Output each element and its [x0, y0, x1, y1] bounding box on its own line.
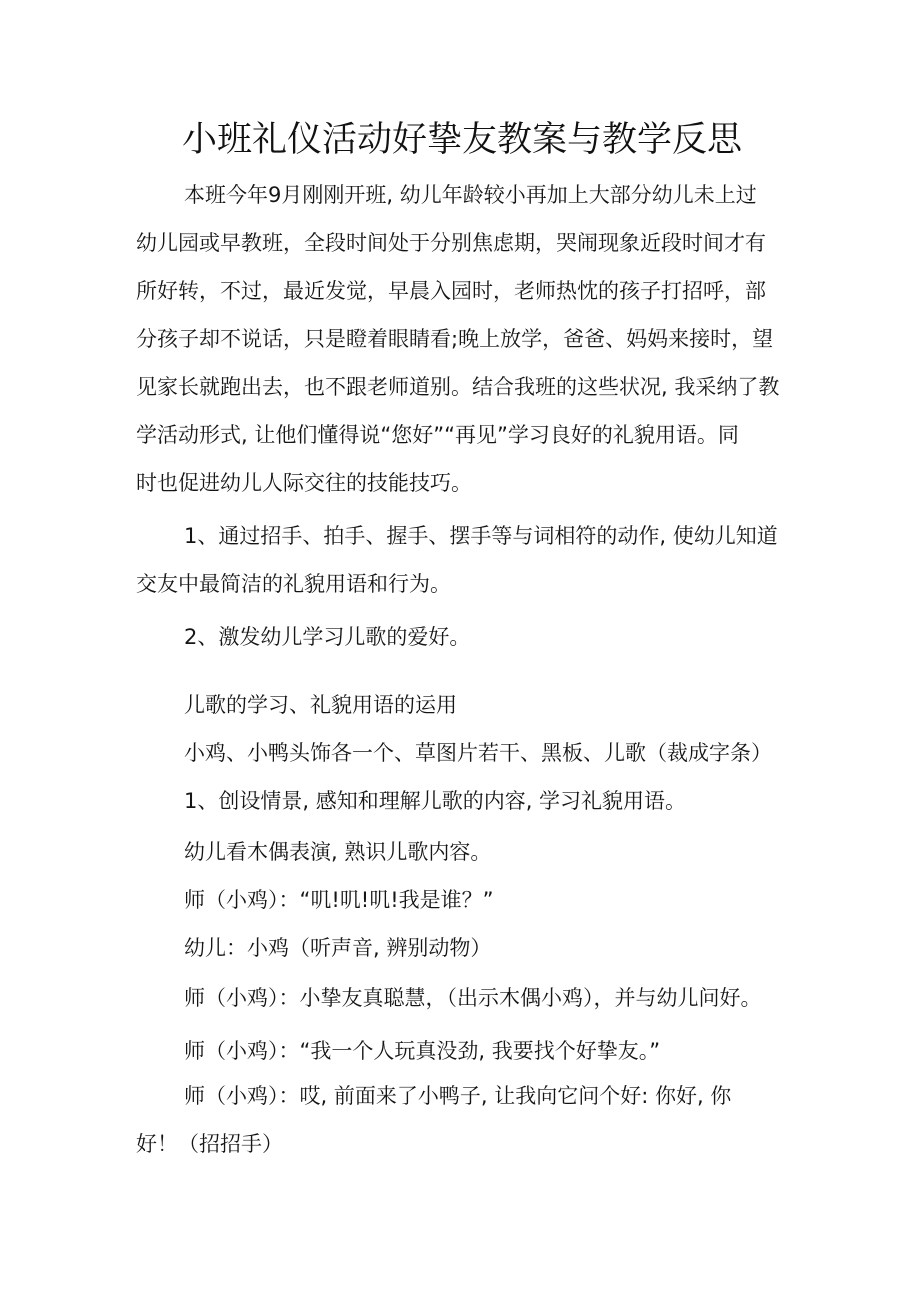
intro-line-3: 所好转，不过，最近发觉，早晨入园时，老师热忱的孩子打招呼，部: [136, 279, 766, 303]
materials: 小鸡、小鸭头饰各一个、草图片若干、黑板、儿歌（裁成字条）: [184, 741, 772, 765]
intro-line-1: 本班今年9月刚刚开班, 幼儿年龄较小再加上大部分幼儿未上过: [184, 183, 757, 207]
intro-line-4: 分孩子却不说话，只是瞪着眼睛看;晚上放学，爸爸、妈妈来接时，望: [136, 327, 774, 351]
step-1a: 幼儿看木偶表演, 熟识儿歌内容。: [184, 840, 492, 864]
intro-line-6: 学活动形式, 让他们懂得说“您好”“再见”学习良好的礼貌用语。同: [136, 423, 739, 447]
goal-2: 2、激发幼儿学习儿歌的爱好。: [184, 625, 471, 649]
page-title: 小班礼仪活动好挚友教案与教学反思: [182, 120, 743, 160]
key-points: 儿歌的学习、礼貌用语的运用: [184, 693, 457, 717]
goal-1-line-2: 交友中最简洁的礼貌用语和行为。: [136, 572, 451, 596]
step-1: 1、创设情景, 感知和理解儿歌的内容, 学习礼貌用语。: [184, 789, 687, 813]
intro-line-2: 幼儿园或早教班，全段时间处于分别焦虑期，哭闹现象近段时间才有: [136, 231, 766, 255]
intro-line-5: 见家长就跑出去，也不跟老师道别。结合我班的这些状况, 我采纳了教: [136, 375, 780, 399]
intro-line-7: 时也促进幼儿人际交往的技能技巧。: [136, 471, 472, 495]
dialogue-5-line-1: 师（小鸡）：哎, 前面来了小鸭子, 让我向它问个好: 你好, 你: [184, 1084, 732, 1108]
dialogue-4: 师（小鸡）：“我一个人玩真没劲, 我要找个好挚友。”: [184, 1039, 661, 1063]
dialogue-2: 幼儿：小鸡（听声音, 辨别动物）: [184, 936, 492, 960]
dialogue-1: 师（小鸡）：“叽!叽!叽!我是谁？”: [184, 888, 494, 912]
goal-1-line-1: 1、通过招手、拍手、握手、摆手等与词相符的动作, 使幼儿知道: [184, 524, 778, 548]
dialogue-5-line-2: 好！（招招手）: [136, 1132, 283, 1156]
dialogue-3: 师（小鸡）：小挚友真聪慧，（出示木偶小鸡），并与幼儿问好。: [184, 986, 762, 1010]
